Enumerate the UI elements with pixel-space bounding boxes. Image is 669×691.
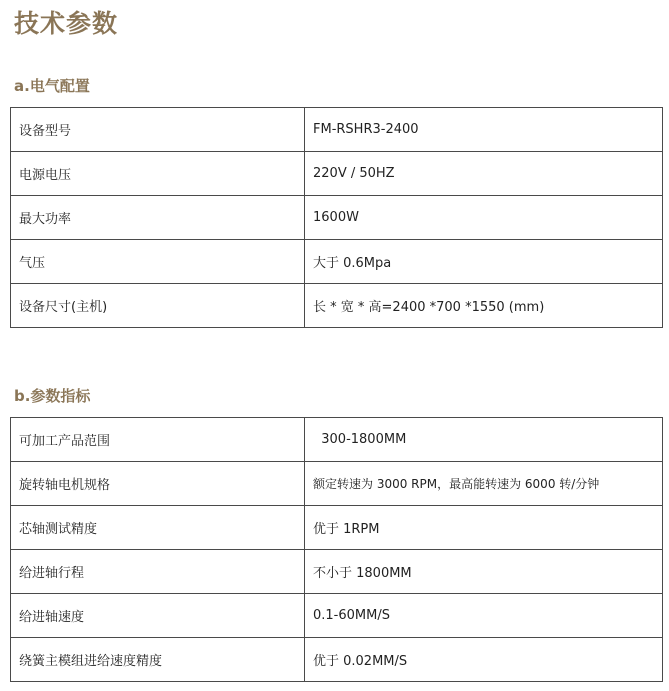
spec-label: 气压 <box>11 240 305 284</box>
parameter-spec-table <box>10 417 663 682</box>
spec-label: 设备型号 <box>11 108 305 152</box>
electrical-config-table <box>10 107 663 328</box>
table-row <box>11 108 663 152</box>
table-row <box>11 594 663 638</box>
table-row <box>11 152 663 196</box>
spec-label: 旋转轴电机规格 <box>11 462 305 506</box>
section-title-electrical: a.电气配置 <box>14 77 90 95</box>
spec-value: 1600W <box>305 196 663 240</box>
table-row <box>11 284 663 328</box>
table-row <box>11 550 663 594</box>
spec-label: 最大功率 <box>11 196 305 240</box>
spec-label: 给进轴行程 <box>11 550 305 594</box>
spec-value: 300-1800MM <box>305 418 663 462</box>
spec-label: 可加工产品范围 <box>11 418 305 462</box>
spec-value: 不小于 1800MM <box>305 550 663 594</box>
spec-value: 长 * 宽 * 高=2400 *700 *1550 (mm) <box>305 284 663 328</box>
spec-value: 优于 0.02MM/S <box>305 638 663 682</box>
table-row <box>11 418 663 462</box>
table-row <box>11 506 663 550</box>
spec-value: 额定转速为 3000 RPM，最高能转速为 6000 转/分钟 <box>305 462 663 506</box>
spec-value: FM-RSHR3-2400 <box>305 108 663 152</box>
table-row <box>11 638 663 682</box>
spec-label: 设备尺寸(主机) <box>11 284 305 328</box>
spec-value: 0.1-60MM/S <box>305 594 663 638</box>
spec-label: 芯轴测试精度 <box>11 506 305 550</box>
spec-label: 绕簧主模组进给速度精度 <box>11 638 305 682</box>
page-title: 技术参数 <box>14 9 119 38</box>
spec-value: 220V / 50HZ <box>305 152 663 196</box>
spec-label: 给进轴速度 <box>11 594 305 638</box>
spec-value: 大于 0.6Mpa <box>305 240 663 284</box>
spec-value: 优于 1RPM <box>305 506 663 550</box>
table-row <box>11 462 663 506</box>
section-title-parameters: b.参数指标 <box>14 387 91 405</box>
spec-label: 电源电压 <box>11 152 305 196</box>
table-row <box>11 240 663 284</box>
table-row <box>11 196 663 240</box>
